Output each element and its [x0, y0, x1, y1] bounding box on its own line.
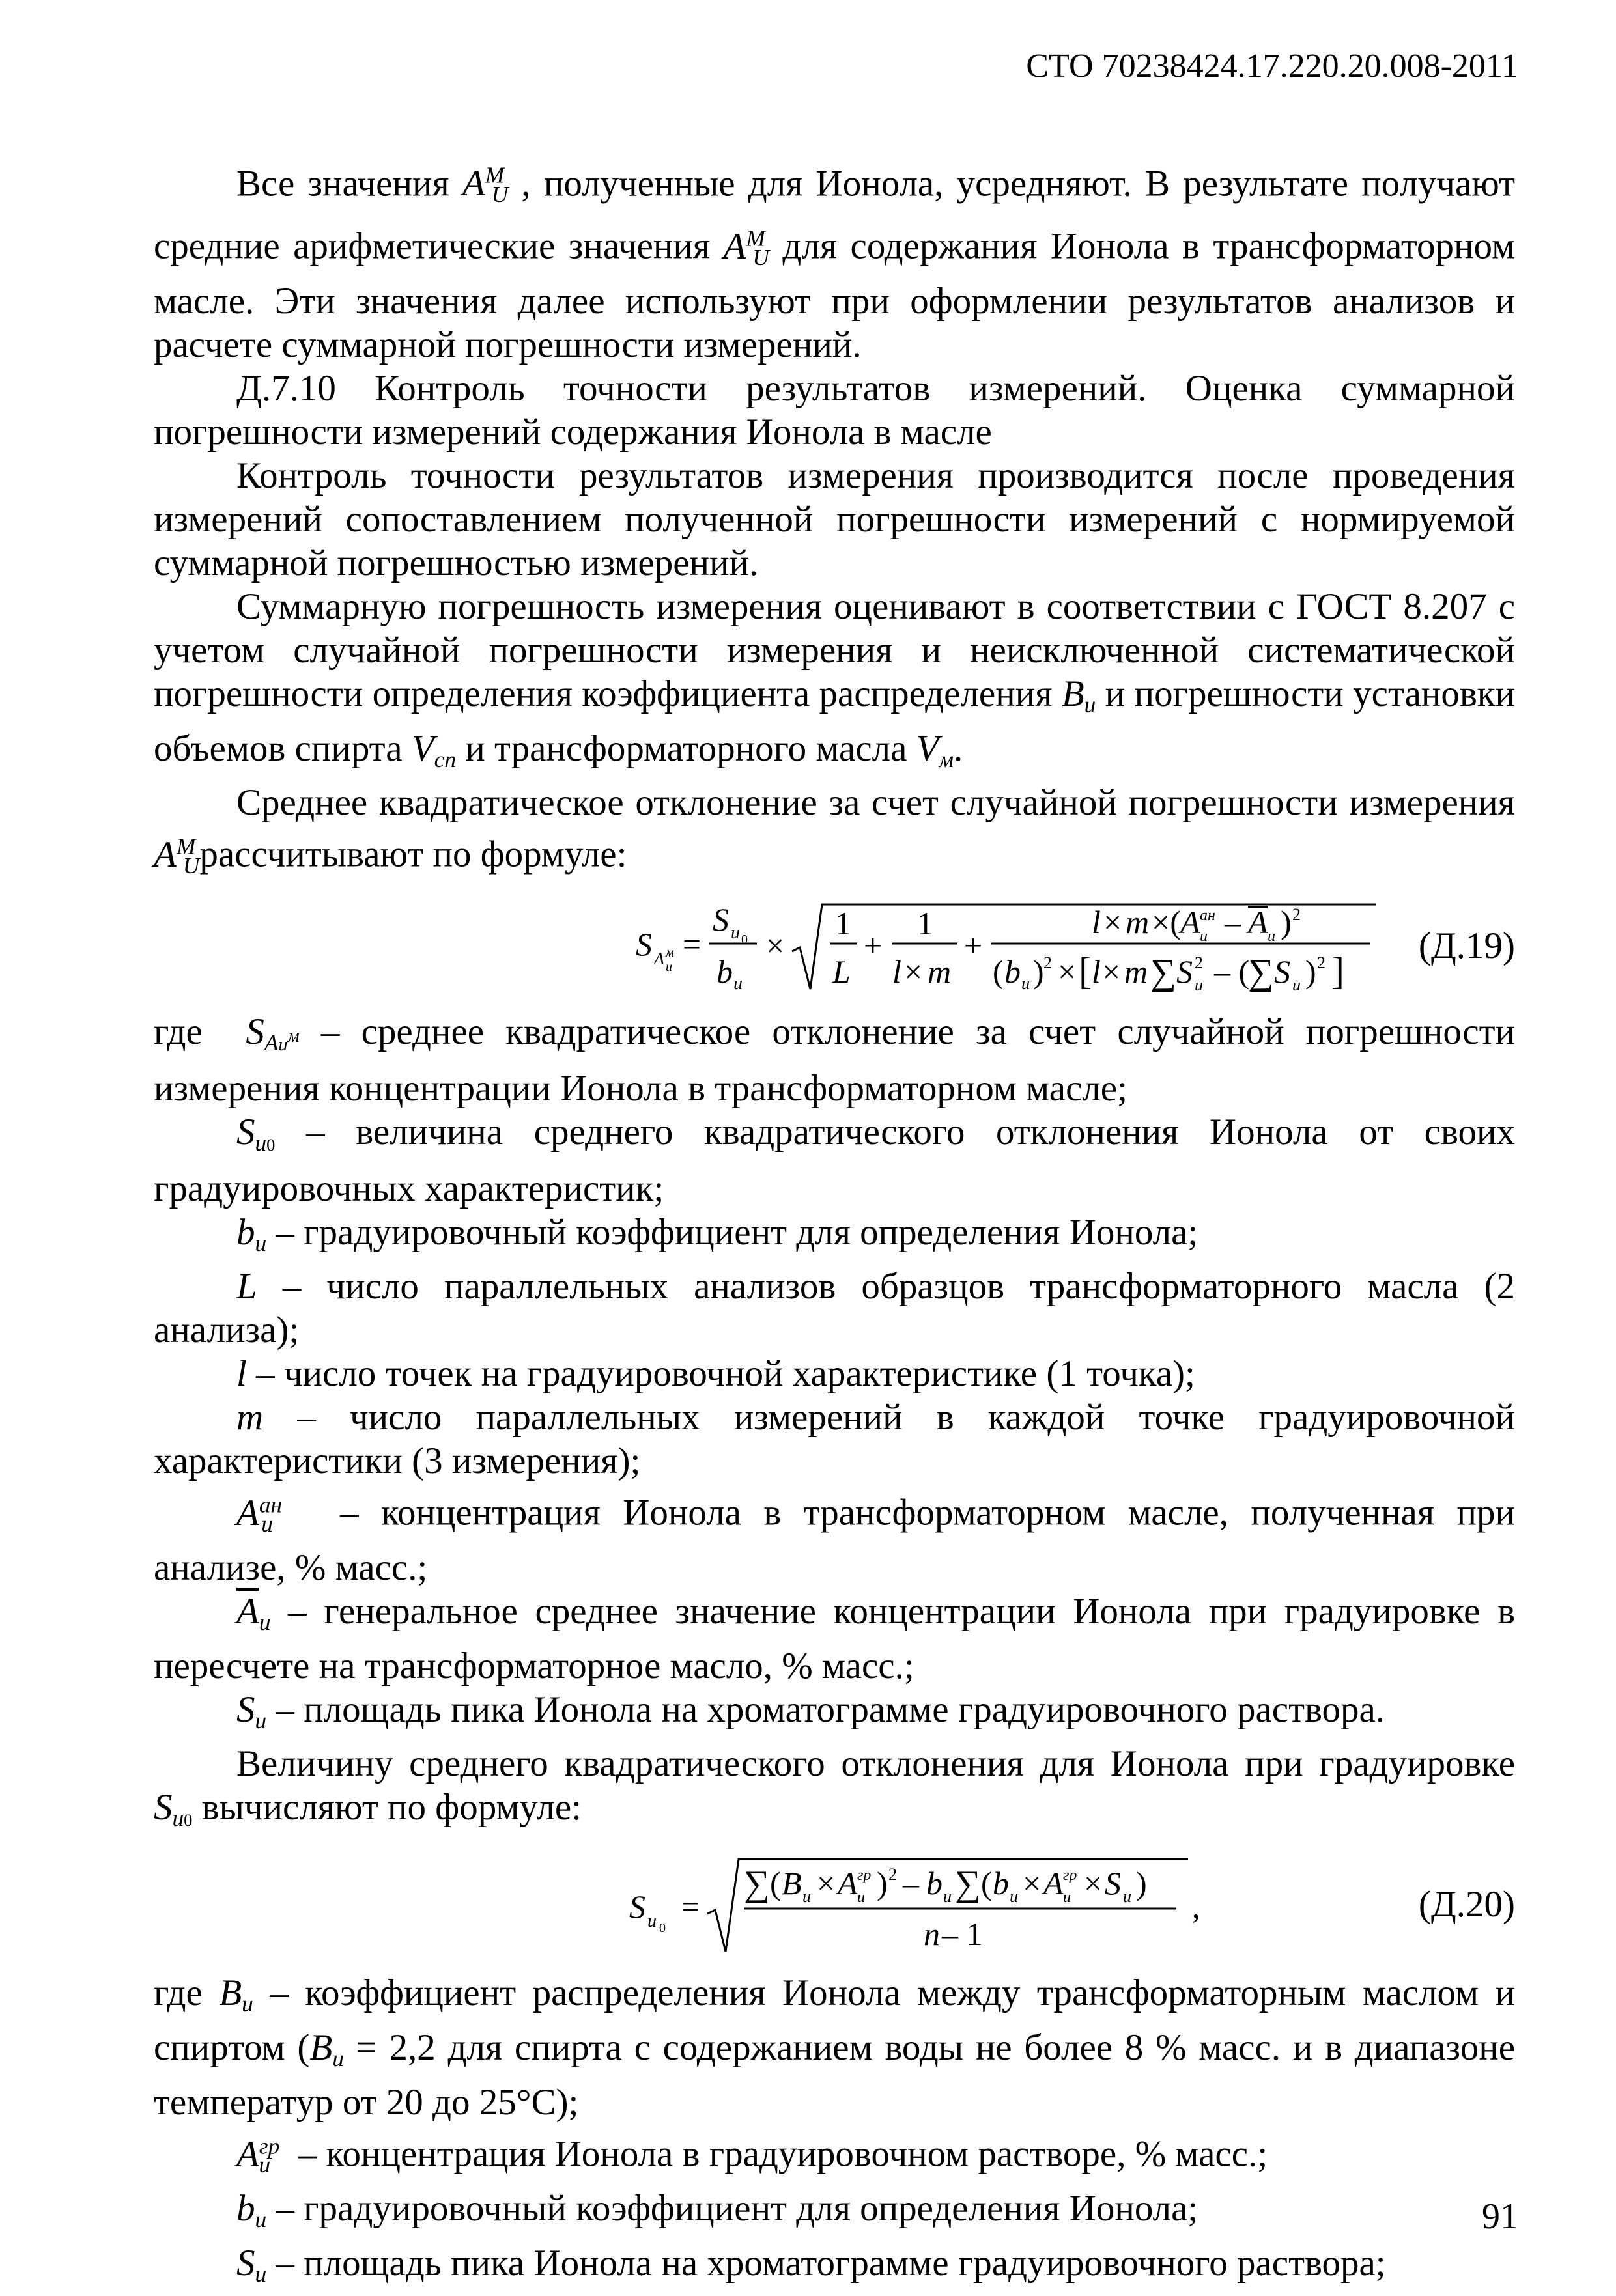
svg-text:×: × — [1103, 903, 1122, 940]
text-run: – градуировочный коэффициент для определения Ионола; — [276, 2188, 1198, 2230]
definition-A-u-gr — [154, 2124, 1515, 2187]
svg-text:m: m — [928, 953, 952, 990]
svg-text:×(: ×( — [1152, 903, 1181, 940]
svg-text:n: n — [924, 1916, 940, 1953]
svg-text:A: A — [654, 949, 664, 968]
svg-text:и: и — [666, 959, 672, 974]
svg-text:): ) — [1033, 953, 1044, 990]
text-run: , полученные для Ионола, усредняют. В результате получают средние арифметические значения — [154, 163, 1516, 267]
svg-text:×: × — [1058, 953, 1077, 990]
svg-text:S: S — [713, 901, 729, 938]
page-body — [154, 154, 1515, 2296]
definition-m — [154, 1395, 1515, 1483]
text-run: – концентрация Ионола в трансформаторном масле, полученная при анализе, % масс.; — [154, 1492, 1515, 1588]
svg-text:A: A — [838, 1865, 858, 1902]
svg-text:∑: ∑ — [744, 1864, 770, 1905]
svg-text:2: 2 — [1317, 953, 1325, 972]
svg-text:b: b — [993, 1865, 1009, 1902]
svg-text:и: и — [1123, 1887, 1131, 1907]
text-run: Среднее квадратическое отклонение за счет случайной погрешности измерения — [236, 782, 1515, 824]
svg-text:и: и — [1268, 927, 1275, 945]
svg-text:S: S — [1274, 953, 1290, 990]
svg-text:×: × — [1023, 1865, 1042, 1902]
svg-text:m: m — [1126, 903, 1150, 940]
text-run: Величину среднего квадратического отклонения для Ионола при градуировке — [236, 1743, 1515, 1785]
text-run: Все значения — [236, 163, 449, 204]
paragraph-total-error: Суммарную погрешность измерения оценивают в соответствии с ГОСТ 8.207 с учетом случайной погрешности измерения и неисключенной систематической погрешности определения коэффициента распределения Bи и погрешности установки объемов спирта Vсп и трансформаторного масла Vм. — [154, 585, 1515, 772]
page-number: 91 — [1482, 2196, 1518, 2237]
symbol-A-U-M: $A^MU$ — [154, 833, 200, 878]
svg-text:A: A — [1180, 903, 1200, 940]
text-run: – площадь пика Ионола на хроматограмме градуировочного раствора; — [276, 2243, 1386, 2284]
svg-text:l: l — [1092, 953, 1101, 990]
svg-text:A: A — [1043, 1865, 1064, 1902]
svg-text:m: m — [1124, 953, 1148, 990]
symbol-V-m: Vм — [916, 727, 954, 772]
symbol-A-u-gr: $A^{гр}и$ — [236, 2133, 280, 2178]
svg-text:и: и — [802, 1887, 811, 1907]
svg-text:A: A — [1248, 903, 1268, 940]
text-run: рассчитывают по формуле: — [199, 833, 627, 875]
text-run: – коэффициент распределения Ионола между трансформаторным маслом и спиртом ( — [154, 1972, 1515, 2069]
formula-D20 — [629, 1846, 1228, 1957]
svg-text:2: 2 — [1292, 904, 1301, 924]
svg-text:[: [ — [1079, 949, 1092, 992]
definition-A-u-bar — [154, 1589, 1515, 1688]
svg-text:– (: – ( — [1214, 953, 1250, 990]
definition-b-u — [154, 1211, 1515, 1265]
svg-text:ан: ан — [1200, 906, 1215, 924]
svg-text:и: и — [1021, 973, 1030, 993]
svg-text:0: 0 — [741, 932, 748, 947]
svg-text:и: и — [857, 1889, 865, 1907]
svg-text:]: ] — [1331, 949, 1344, 992]
svg-text:(: ( — [981, 1865, 992, 1902]
equation-D20 — [154, 1846, 1515, 1957]
svg-text:гр: гр — [857, 1867, 872, 1884]
text-run: – число точек на градуировочной характеристике (1 точка); — [256, 1353, 1195, 1395]
svg-text:и: и — [1200, 927, 1208, 945]
svg-text:L: L — [832, 953, 851, 990]
text-run: – концентрация Ионола в градуировочном растворе, % масс.; — [298, 2133, 1268, 2175]
svg-text:×: × — [904, 953, 923, 990]
svg-text:(: ( — [770, 1865, 781, 1902]
symbol-A-u-an: $A^{ан}и$ — [236, 1492, 283, 1537]
svg-text:(: ( — [993, 953, 1004, 990]
svg-text:=: = — [683, 925, 702, 962]
svg-text:м: м — [666, 945, 674, 960]
svg-text:2: 2 — [888, 1865, 897, 1884]
text-run: вычисляют по формуле: — [201, 1787, 582, 1828]
text-run: Суммарную погрешность измерения оценивают в соответствии с ГОСТ 8.207 с учетом случайной погрешности измерения и неисключенной систематической погрешности определения коэффициента распределения — [154, 585, 1515, 714]
document-code: СТО 70238424.17.220.20.008-2011 — [1026, 48, 1518, 85]
svg-text:b: b — [1004, 953, 1021, 990]
definition-L — [154, 1265, 1515, 1352]
text-run: и погрешности установки объемов спирта — [154, 673, 1515, 769]
svg-text:b: b — [716, 953, 733, 990]
equation-number: (Д.20) — [1418, 1884, 1515, 1925]
symbol-S-u0: Sи0 — [236, 1111, 276, 1156]
symbol-S-u: Sи — [236, 2243, 267, 2288]
svg-text:B: B — [782, 1865, 802, 1902]
symbol-S-AuM: SAи$^м$ — [224, 1011, 300, 1056]
text-run: – величина среднего квадратического отклонения Ионола от своих градуировочных характеристик; — [154, 1111, 1516, 1209]
symbol-b-u: bи — [236, 2188, 267, 2233]
svg-text:): ) — [1281, 903, 1292, 940]
text-run: – градуировочный коэффициент для определения Ионола; — [276, 1211, 1198, 1253]
svg-text:): ) — [1136, 1865, 1147, 1902]
definition-S-u0 — [154, 1110, 1515, 1211]
svg-text:и: и — [1010, 1887, 1018, 1907]
svg-text:2: 2 — [1043, 953, 1052, 972]
svg-text:S: S — [629, 1888, 645, 1925]
symbol-S-u: Sи — [236, 1688, 267, 1733]
text-run: – число параллельных измерений в каждой точке градуировочной характеристики (3 измерения); — [154, 1397, 1515, 1482]
symbol-l: l — [236, 1353, 247, 1395]
svg-text:1: 1 — [917, 904, 933, 942]
definition-A-u-an — [154, 1483, 1515, 1589]
svg-text:S: S — [636, 925, 652, 962]
svg-text:и: и — [1292, 975, 1301, 994]
symbol-L: L — [236, 1266, 257, 1308]
paragraph-calibration-std — [154, 1742, 1515, 1842]
svg-text:S: S — [1176, 953, 1193, 990]
formula-D19 — [636, 891, 1378, 996]
svg-text:и: и — [731, 922, 740, 943]
svg-text:–: – — [1225, 903, 1241, 940]
definition-S-AuM — [154, 1010, 1515, 1110]
svg-text:l: l — [892, 953, 901, 990]
svg-text:l: l — [1092, 903, 1101, 940]
text-run: = 2,2 для спирта с содержанием воды не более 8 % масс. и в диапазоне температур от 20 до 25°С); — [154, 2027, 1516, 2123]
text-run: – число параллельных анализов образцов трансформаторного масла (2 анализа); — [154, 1266, 1515, 1351]
svg-text:∑: ∑ — [955, 1864, 981, 1905]
text-run: где — [154, 1011, 203, 1052]
text-run: – среднее квадратическое отклонение за счет случайной погрешности измерения концентрации Ионола в трансформаторном масле; — [154, 1011, 1516, 1109]
paragraph-averaging — [154, 154, 1515, 367]
svg-text:×: × — [1102, 953, 1121, 990]
text-run: для содержания Ионола в трансформаторном масле. Эти значения далее используют при оформлении результатов анализов и расчете суммарной погрешности измерений. — [154, 225, 1516, 365]
paragraph-accuracy-control: Контроль точности результатов измерения производится после проведения измерений сопоставлением полученной погрешности измерений с нормируемой суммарной погрешностью измерений. — [154, 455, 1515, 583]
symbol-B-u: Bи — [219, 1972, 253, 2017]
svg-text:S: S — [1105, 1865, 1121, 1902]
svg-text:+: + — [864, 927, 883, 964]
symbol-m: m — [236, 1397, 264, 1438]
symbol-A-U-M: $A^MU$ — [462, 163, 509, 208]
symbol-V-sp: Vсп — [411, 727, 456, 772]
text-run: и трансформаторного масла — [465, 727, 907, 769]
definition-B-u — [154, 1971, 1515, 2124]
equation-number: (Д.19) — [1418, 925, 1515, 966]
svg-text:×: × — [766, 927, 785, 964]
paragraph-std-deviation — [154, 781, 1515, 887]
svg-text:=: = — [681, 1888, 700, 1925]
symbol-b-u: bи — [236, 1211, 267, 1256]
svg-text:–: – — [903, 1865, 919, 1902]
svg-text:+: + — [964, 927, 983, 964]
svg-text:1: 1 — [835, 904, 851, 942]
svg-text:и: и — [1195, 975, 1203, 994]
symbol-B-u: Bи — [309, 2027, 344, 2072]
svg-text:∑: ∑ — [1150, 951, 1176, 992]
symbol-S-u0: Sи0 — [154, 1787, 193, 1832]
symbol-A-U-M: $A^MU$ — [723, 225, 769, 270]
svg-text:): ) — [1305, 953, 1316, 990]
definition-S-u — [154, 1688, 1515, 1743]
svg-text:и: и — [943, 1887, 952, 1907]
svg-text:∑: ∑ — [1248, 951, 1274, 992]
text-run: – площадь пика Ионола на хроматограмме градуировочного раствора. — [276, 1688, 1385, 1730]
svg-text:и: и — [1063, 1889, 1071, 1907]
section-heading-D7-10: Д.7.10 Контроль точности результатов измерений. Оценка суммарной погрешности измерений содержания Ионола в масле — [154, 367, 1515, 453]
symbol-B-u: Bи — [1061, 673, 1096, 718]
definition-l — [154, 1352, 1515, 1395]
svg-text:– 1: – 1 — [942, 1916, 983, 1953]
symbol-A-u-bar: $\overline{A}и$ — [236, 1590, 271, 1635]
svg-text:): ) — [877, 1865, 888, 1902]
definition-S-u-2 — [154, 2241, 1515, 2296]
svg-text:0: 0 — [659, 1921, 666, 1936]
svg-text:,: , — [1192, 1888, 1200, 1925]
equation-D19 — [154, 891, 1515, 996]
text-run: – генеральное среднее значение концентрации Ионола при градуировке в пересчете на трансформаторное масло, % масс.; — [154, 1590, 1515, 1687]
svg-text:и: и — [647, 1911, 657, 1932]
svg-text:b: b — [926, 1865, 943, 1902]
svg-text:2: 2 — [1195, 953, 1203, 972]
svg-text:×: × — [1084, 1865, 1103, 1902]
svg-text:гр: гр — [1063, 1867, 1077, 1884]
svg-text:×: × — [817, 1865, 836, 1902]
svg-text:и: и — [733, 973, 743, 994]
definition-b-u-2 — [154, 2187, 1515, 2241]
text-run: где — [154, 1972, 203, 2014]
